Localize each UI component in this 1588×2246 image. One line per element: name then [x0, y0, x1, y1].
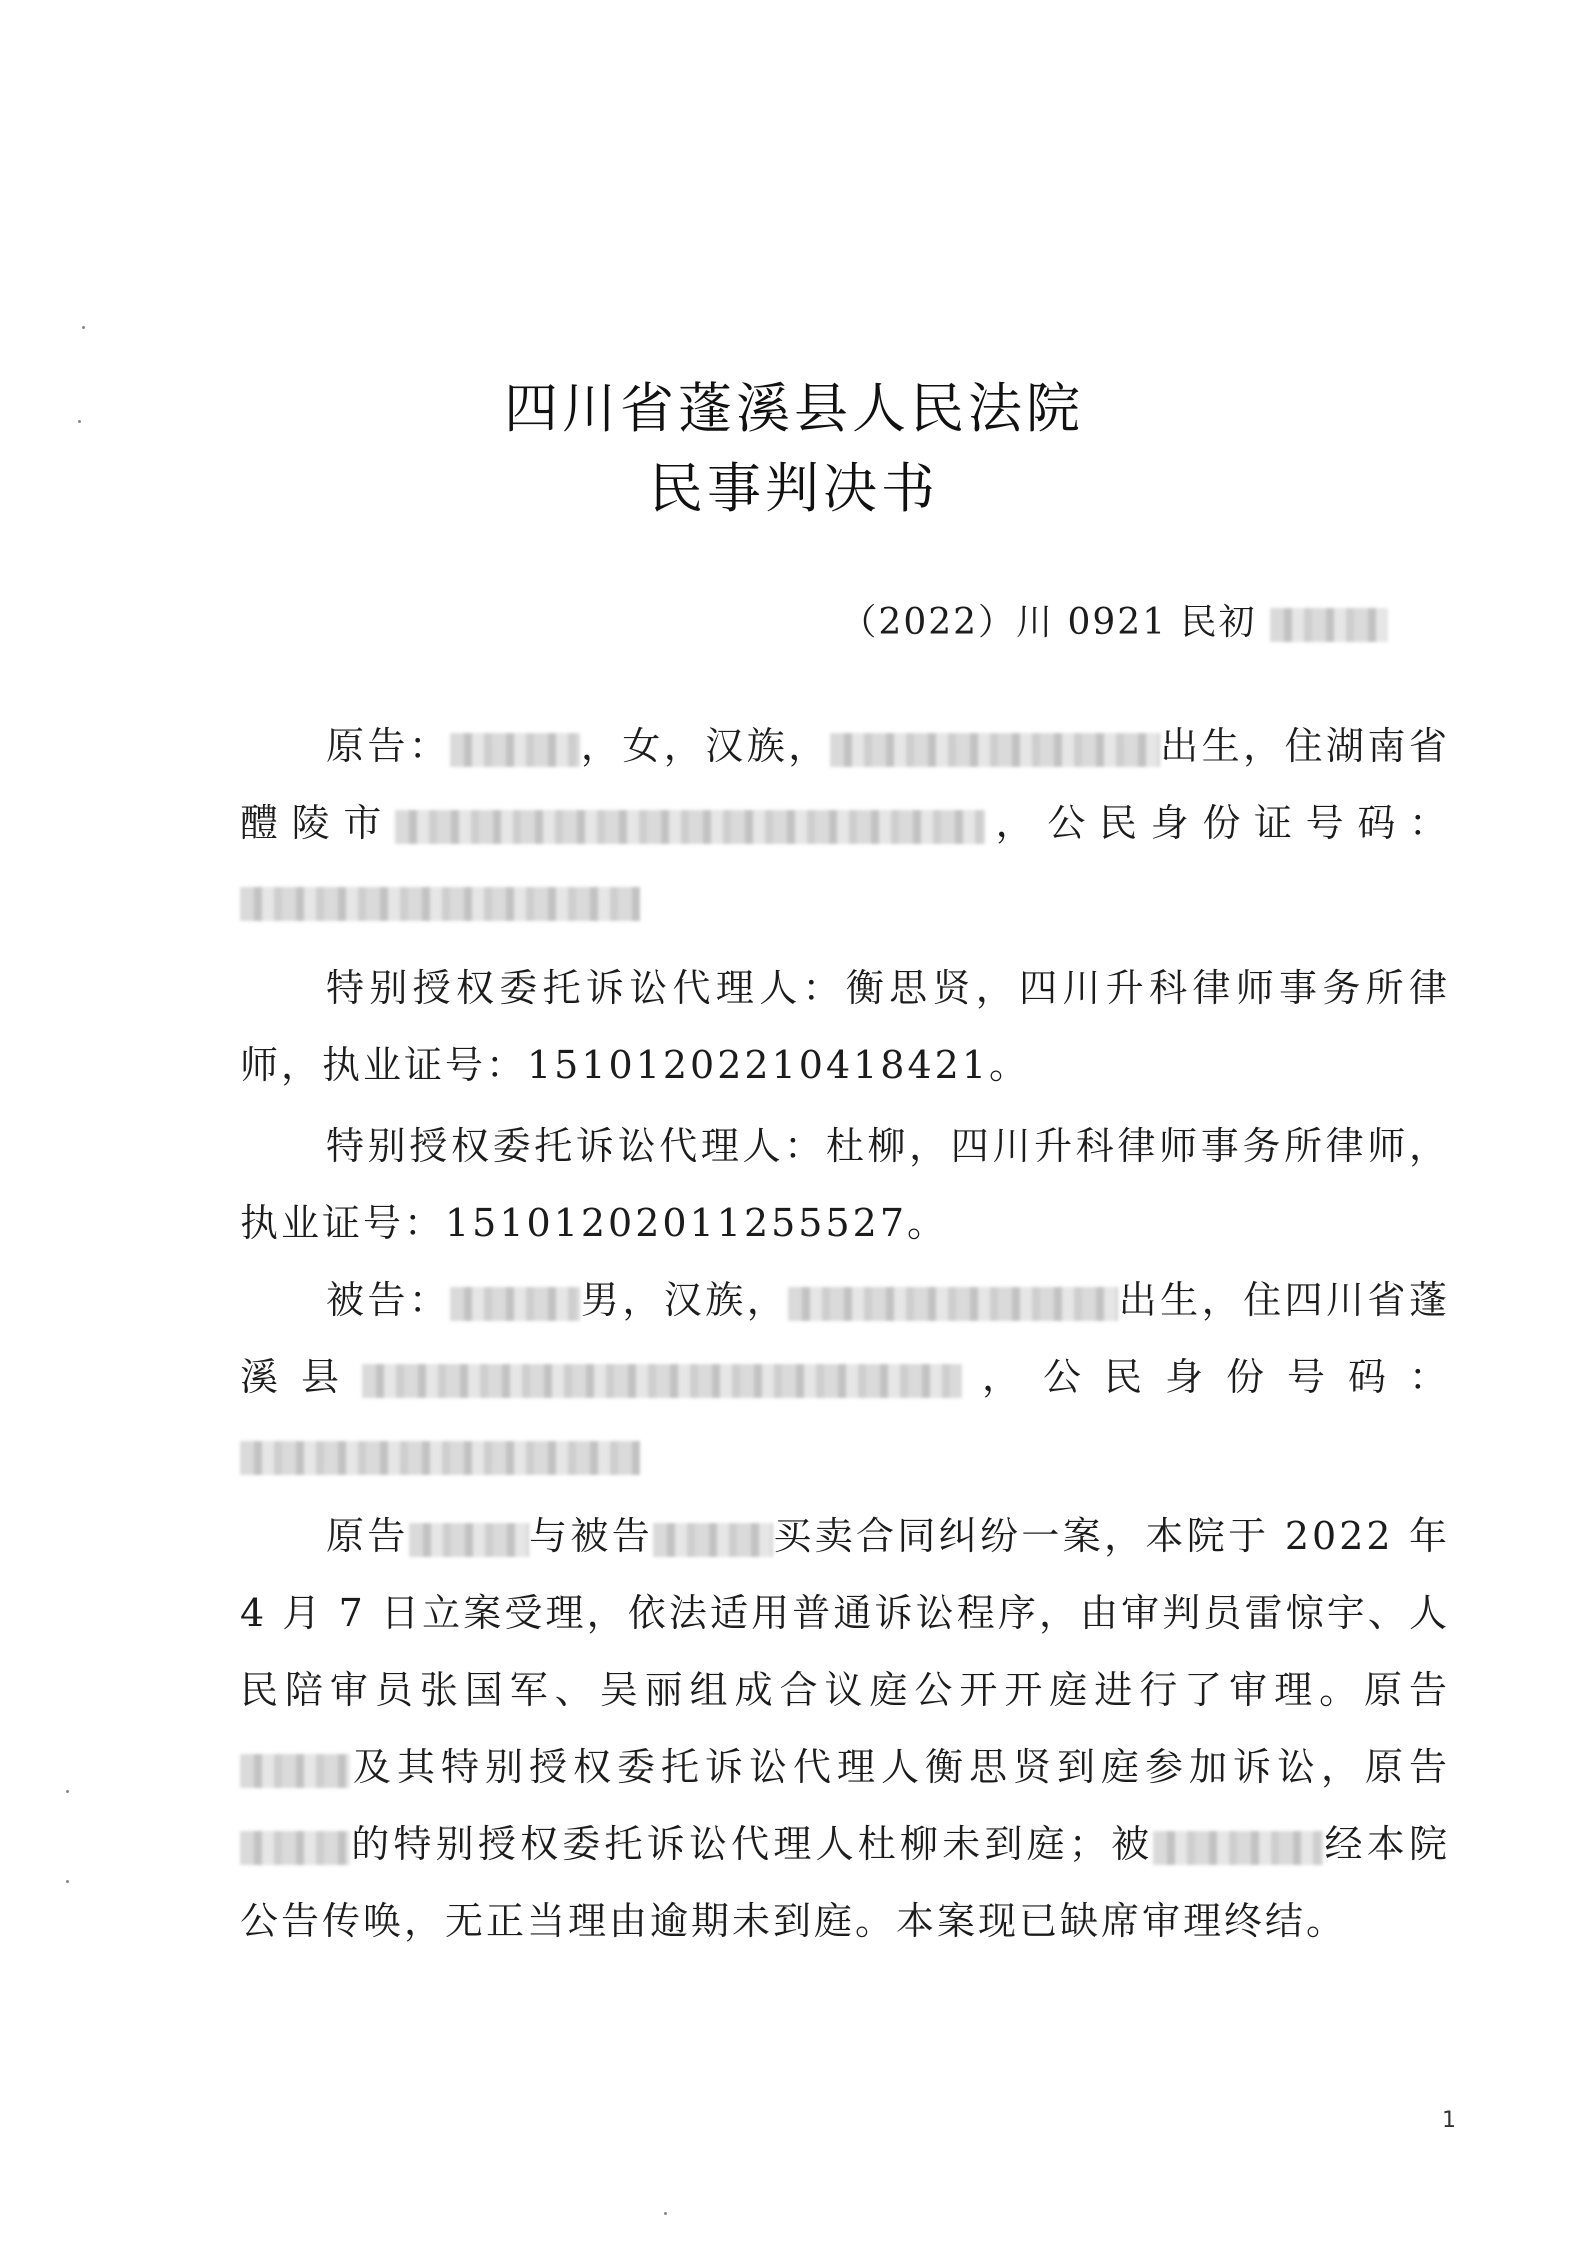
- agent-paragraph-2: 特别授权委托诉讼代理人：杜柳，四川升科律师事务所律师，执业证号：15101202011255527。: [240, 1124, 1450, 1245]
- case-text: 经本院公告传唤，无正当理由逾期未到庭。本案现已缺席审理终结。: [240, 1822, 1450, 1943]
- case-summary-paragraph: [240, 1498, 1450, 1960]
- agent-paragraph-1: 特别授权委托诉讼代理人：衡思贤，四川升科律师事务所律师，执业证号：15101202210418421。: [240, 966, 1450, 1087]
- court-name: 四川省蓬溪县人民法院: [504, 377, 1084, 440]
- redacted-name: [240, 1754, 350, 1788]
- redacted-birthdate: [788, 1287, 1118, 1321]
- defendant-label: 被告：: [326, 1278, 451, 1322]
- plaintiff-residence: 出生，住湖南省醴陵市: [240, 724, 1450, 845]
- redacted-id-number: [240, 1441, 640, 1475]
- scan-speck: [664, 2212, 667, 2215]
- redacted-id-number: [240, 887, 640, 921]
- defendant-paragraph: [240, 1262, 1450, 1493]
- plaintiff-label: 原告：: [326, 724, 451, 768]
- case-number: [840, 594, 1388, 645]
- case-text: 原告: [326, 1514, 409, 1558]
- redacted-birthdate: [830, 733, 1160, 767]
- case-text: 及其特别授权委托诉讼代理人衡思贤到庭参加诉讼，原告: [350, 1745, 1450, 1789]
- redacted-name: [653, 1523, 773, 1557]
- scan-speck: [66, 1880, 69, 1883]
- scan-speck: [82, 326, 85, 329]
- redacted-case-id: [1270, 608, 1388, 642]
- case-number-text: （2022）川 0921 民初: [840, 602, 1257, 643]
- defendant-residence: 出生，住四川省蓬溪县: [240, 1278, 1450, 1399]
- page-number: 1: [1442, 2108, 1456, 2133]
- redacted-name: [1153, 1831, 1323, 1865]
- case-text: 的特别授权委托诉讼代理人杜柳未到庭；被: [350, 1822, 1154, 1866]
- defendant-gender-ethnicity: 男，汉族，: [580, 1278, 789, 1322]
- document-type: 民事判决书: [649, 457, 939, 520]
- plaintiff-paragraph: [240, 708, 1450, 939]
- redacted-name: [450, 733, 580, 767]
- redacted-address: [362, 1364, 962, 1398]
- plaintiff-id-label: ，公民身份证号码：: [985, 801, 1450, 845]
- plaintiff-gender-ethnicity: ，女，汉族，: [580, 724, 830, 768]
- redacted-address: [395, 810, 985, 844]
- defendant-id-label: ，公民身份号码：: [962, 1355, 1450, 1399]
- redacted-name: [450, 1287, 580, 1321]
- case-text: 买卖合同纠纷一案，本院于 2022 年 4 月 7 日立案受理，依法适用普通诉讼程序，由审判员雷惊宇、人民陪审员张国军、吴丽组成合议庭公开开庭进行了审理。原告: [240, 1514, 1450, 1712]
- redacted-name: [240, 1831, 350, 1865]
- redacted-name: [409, 1523, 529, 1557]
- case-text: 与被告: [528, 1514, 654, 1558]
- scan-speck: [66, 1790, 69, 1793]
